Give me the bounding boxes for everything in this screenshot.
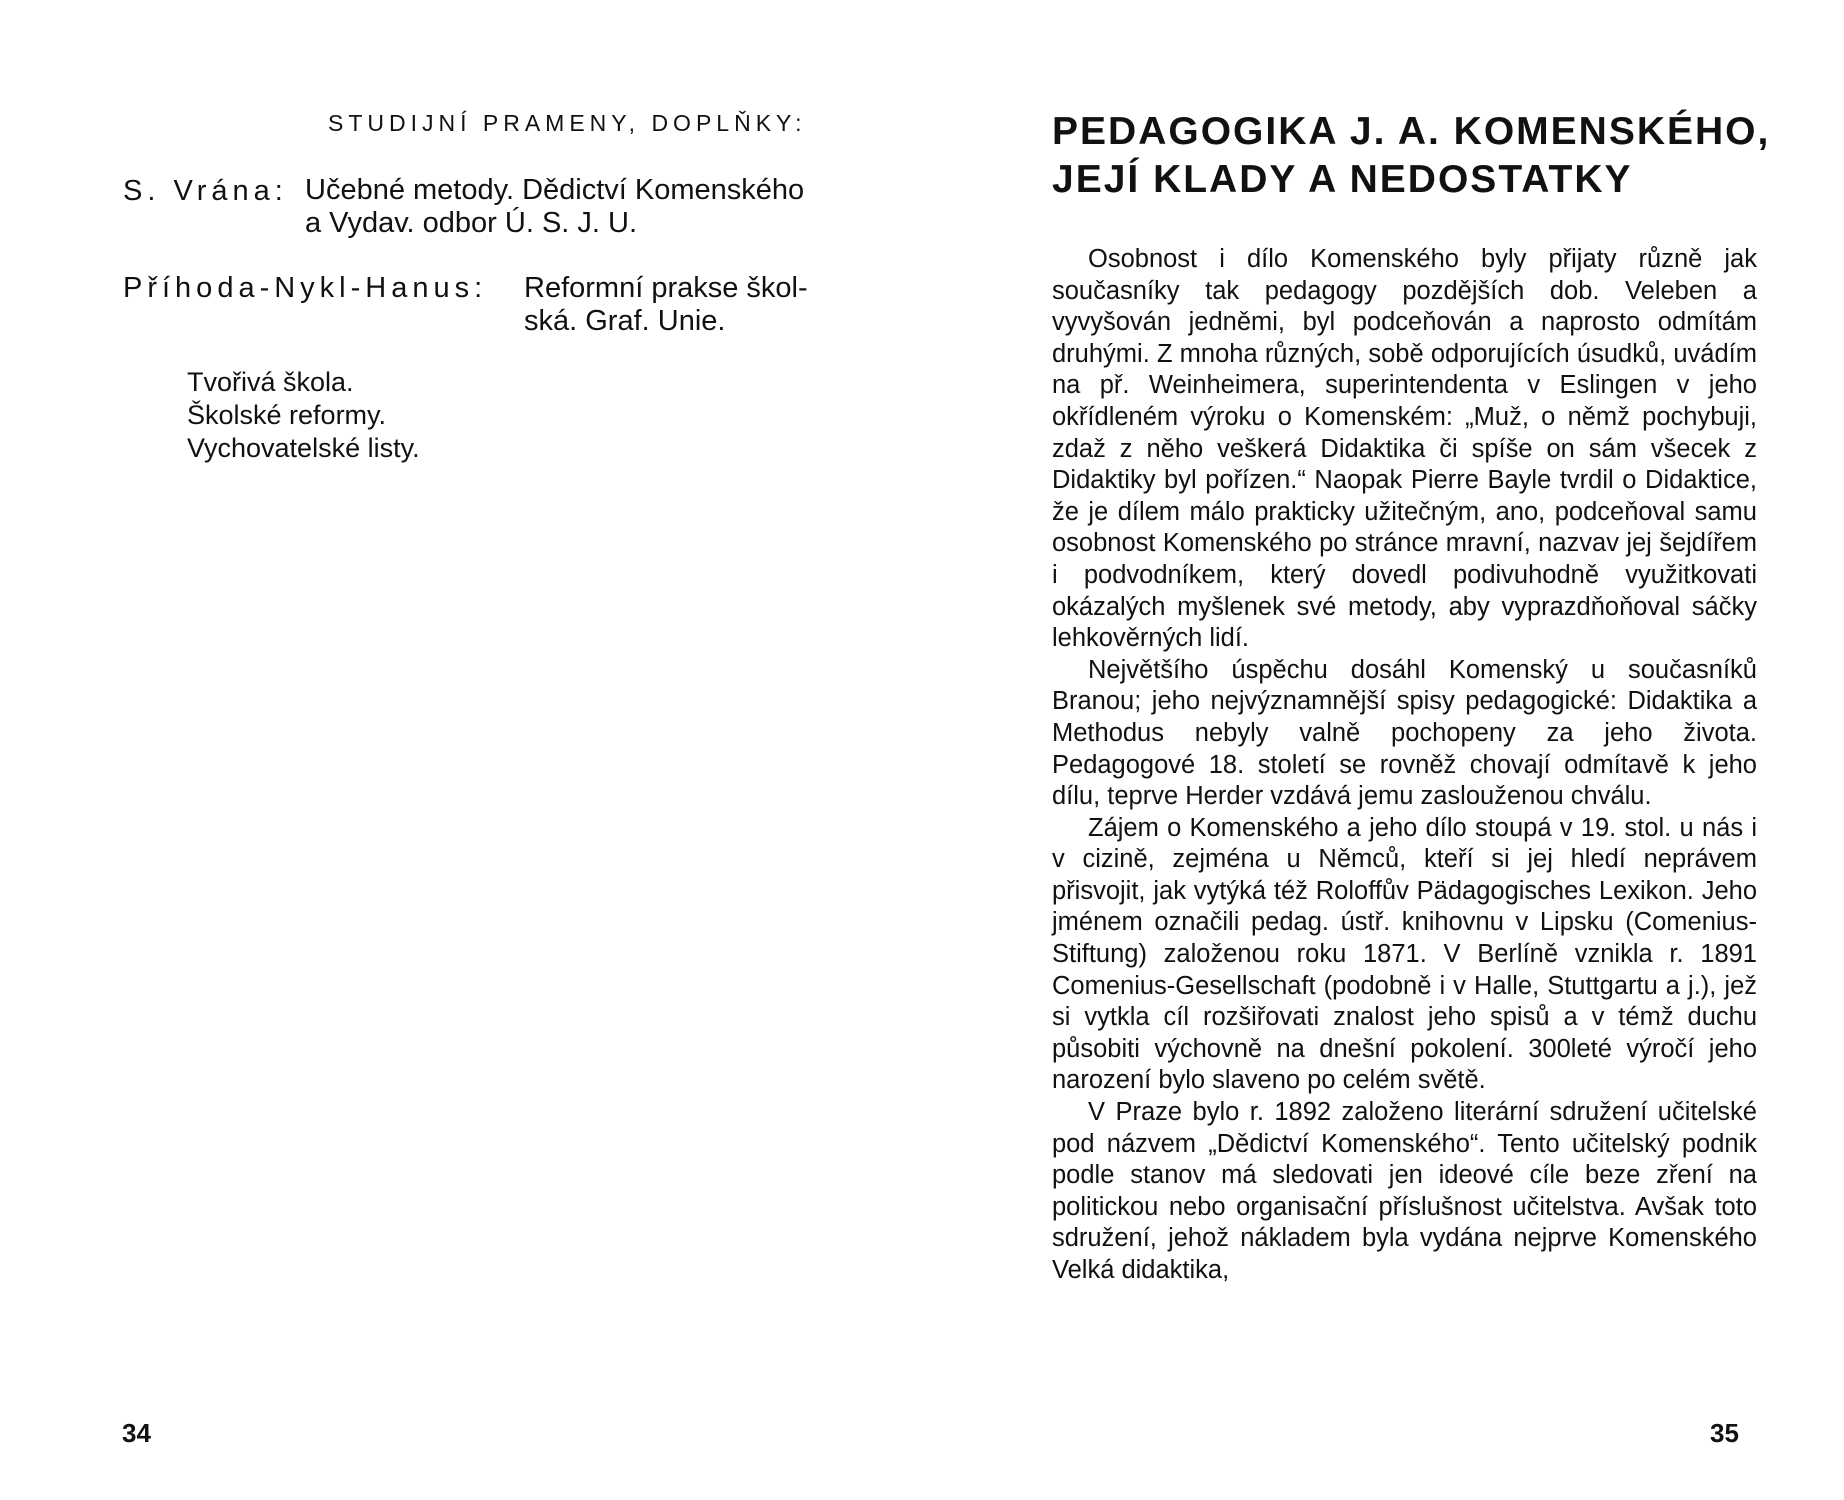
body-paragraph: Osobnost i dílo Komenského byly přijaty různě jak současníky tak pedagogy pozdějších dob. Veleben a vyvyšován jedněmi, byl podceňován a naprosto odmítám druhými. Z mnoha různých, sobě odporujících úsudků, uvádím na př. Weinheimera, superintendenta v Eslingen v jeho okřídleném výroku o Komenském: „Muž, o němž pochybuji, zdaž z něho veškerá Didaktika či spíše on sám všecek z Didaktiky byl pořízen.“ Naopak Pierre Bayle tvrdil o Didaktice, že je dílem málo prakticky užitečným, ano, podceňoval samu osobnost Komenského po stránce mravní, nazvav jej šejdířem i podvodníkem, který dovedl podivuhodně využitkovati okázalých myšlenek své metody, aby vyprazdňoňoval sáčky lehkověrných lidí. [1052, 245, 1757, 653]
page-number-left: 34 [122, 1418, 151, 1448]
body-paragraph: V Praze bylo r. 1892 založeno literární sdružení učitelské pod názvem „Dědictví Komenského“. Tento učitelský podnik podle stanov má sledovati jen ideové cíle beze zření na politickou nebo organisační příslušnost učitelstva. Avšak toto sdružení, jehož nákladem byla vydána nejprve Komenského Velká didaktika, [1052, 1098, 1757, 1284]
sources-heading: STUDIJNÍ PRAMENY, DOPLŇKY: [328, 110, 807, 136]
journal-list [187, 366, 420, 465]
body-paragraph: Největšího úspěchu dosáhl Komenský u současníků Branou; jeho nejvýznamnější spisy pedagogické: Didaktika a Methodus nebyly valně pochopeny za jeho života. Pedagogové 18. století se rovněž chovají odmítavě k jeho dílu, teprve Herder vzdává jemu zaslouženou chválu. [1052, 655, 1757, 811]
entry-line: a Vydav. odbor Ú. S. J. U. [305, 207, 638, 239]
entry-author: S. Vrána: [123, 175, 288, 207]
journal-item: Vychovatelské listy. [187, 433, 420, 463]
chapter-title-line: PEDAGOGIKA J. A. KOMENSKÉHO, [1052, 110, 1771, 153]
page-number-right: 35 [1710, 1418, 1739, 1448]
entry-line: ská. Graf. Unie. [524, 305, 726, 337]
right-page [922, 0, 1844, 1500]
entry-line: Reformní prakse škol- [524, 272, 808, 304]
body-text [1052, 244, 1757, 1287]
journal-item: Tvořivá škola. [187, 367, 354, 397]
body-paragraph: Zájem o Komenského a jeho dílo stoupá v 19. stol. u nás i v cizině, zejména u Němců, kteří si jej hledí neprávem přisvojit, jak vytýká též Roloffův Pädagogisches Lexikon. Jeho jménem označili pedag. ústř. knihovnu v Lipsku (Comenius-Stiftung) založenou roku 1871. V Berlíně vznikla r. 1891 Comenius-Gesellschaft (podobně i v Halle, Stuttgartu a j.), jež si vytkla cíl rozšiřovati znalost jeho spisů a v témž duchu působiti výchovně na dnešní pokolení. 300leté výročí jeho narození bylo slaveno po celém světě. [1052, 813, 1757, 1095]
chapter-title [1052, 108, 1771, 204]
journal-item: Školské reformy. [187, 400, 387, 430]
entry-line: Učebné metody. Dědictví Komenského [305, 174, 805, 206]
entry-author: Příhoda-Nykl-Hanus: [123, 272, 488, 304]
chapter-title-line: JEJÍ KLADY A NEDOSTATKY [1052, 158, 1633, 201]
